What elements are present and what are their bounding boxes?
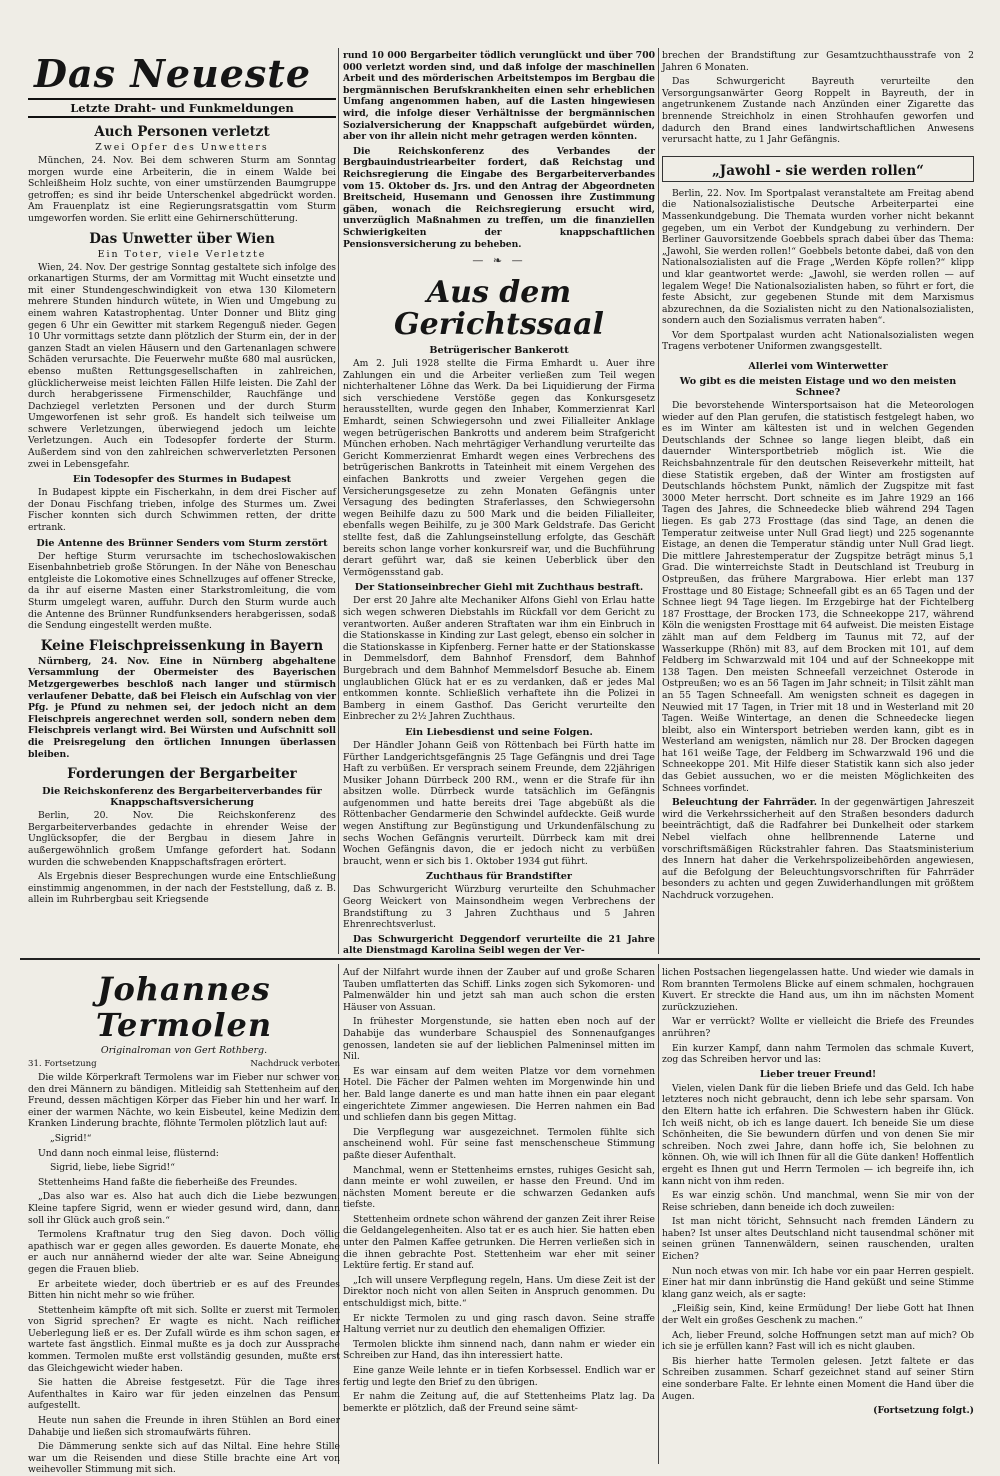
article-title: Keine Fleischpreissenkung in Bayern bbox=[40, 637, 324, 654]
novel-paragraph: Eine ganze Weile lehnte er in tiefen Korbsessel. Endlich war er fertig und legte den Brief zu den übrigen. bbox=[343, 1365, 655, 1388]
article-title: Ein Todesopfer des Sturmes in Budapest bbox=[72, 474, 292, 486]
novel-paragraph: Ach, lieber Freund, solche Hoffnungen setzt man auf mich? Ob ich sie je erfüllen kann? Fast will ich es nicht glauben. bbox=[662, 1329, 974, 1353]
article-subtitle: Wo gibt es die meisten Eistage und wo den meisten Schnee? bbox=[679, 376, 957, 399]
article-title: Auch Personen verletzt bbox=[94, 124, 270, 140]
article-text: Vor dem Sportpalast wurden acht Nationalsozialisten wegen Tragens verbotener Uniformen zwangsgestellt. bbox=[662, 329, 974, 353]
novel-paragraph: Heute nun sahen die Freunde in ihren Stühlen an Bord einer Dahabije und ließen sich stromaufwärts führen. bbox=[28, 1415, 340, 1438]
article-text: Am 2. Juli 1928 stellte die Firma Emhardt u. Auer ihre Zahlungen ein und die Arbeiter verließen zum Teil wegen nichterhaltener Löhne das Werk. Da bei Liquidierung der Firma sich verschiedene Verstöße gegen das Konkursgesetz herausstellten, wurde gegen den Inhaber, Kommerzienrat Karl Emhardt, seinen Schwiegersohn und zwei Filialleiter Anklage wegen betrügerischen Bankrotts und anderem beim Strafgericht München erhoben. Nach mehrtägiger Verhandlung verurteilte das Gericht Kommerzienrat Emhardt wegen eines Verbrechens des betrügerischen Bankrotts in Tateinheit mit einem Vergehen des einfachen Bankrotts und zweier Vergehen gegen die Versicherungsgesetze zu zehn Monaten Gefängnis unter Versagung des bedingten Straferlasses, den Schwiegersohn wegen Beihilfe dazu zu 500 Mark und die beiden Filialleiter, ebenfalls wegen Beihilfe, zu je 300 Mark Geldstrafe. Das Gericht stellte fest, daß die Zahlungseinstellung erfolgte, das Geschäft bereits schon lange vorher konkursreif war, und die Buchführung derart geführt war, daß sie keinen Ueberblick über den Vermögensstand gab. bbox=[343, 358, 655, 578]
novel-column-1 bbox=[28, 967, 340, 1476]
section-title: Aus dem Gerichtssaal bbox=[394, 275, 604, 343]
novel-paragraph: Ein kurzer Kampf, dann nahm Termolen das schmale Kuvert, zog das Schreiben hervor und las: bbox=[662, 1042, 974, 1066]
article-title: „Jawohl - sie werden rollen“ bbox=[712, 162, 924, 179]
news-column-3 bbox=[662, 50, 974, 952]
column-divider bbox=[658, 964, 659, 1464]
article-text: München, 24. Nov. Bei dem schweren Sturm am Sonntag morgen wurde eine Arbeiterin, die in einem Walde bei Schleißheim Holz suchte, von einer umstürzenden Baumgruppe getroffen; es sind ihr beide Unterschenkel abgedrückt worden. Am Frauenplatz ist eine Regierungsratsgattin vom Sturm umgeworfen worden. Sie erlitt eine Gehirnerschütterung. bbox=[28, 155, 336, 224]
novel-column-2 bbox=[343, 967, 655, 1462]
article-text: brechen der Brandstiftung zur Gesamtzuchthausstrafe von 2 Jahren 6 Monaten. bbox=[662, 50, 974, 73]
novel-paragraph: Er nahm die Zeitung auf, die auf Stettenheims Platz lag. Da bemerkte er plötzlich, daß der Freund seine sämt- bbox=[343, 1391, 655, 1414]
article-text: Als Ergebnis dieser Besprechungen wurde eine Entschließung einstimmig angenommen, in der nach der Feststellung, daß z. B. allein im Ruhrbergbau seit Kriegsende bbox=[28, 871, 336, 906]
novel-paragraph: Die Verpflegung war ausgezeichnet. Termolen fühlte sich anscheinend wohl. Für seine fast menschenscheue Stimmung paßte dieser Aufenthalt. bbox=[343, 1126, 655, 1161]
article-text: Das Schwurgericht Bayreuth verurteilte den Versorgungsanwärter Georg Roppelt in Bayreuth, der in angetrunkenem Zustande nach Anzünden einer Zigarette das brennende Streichholz in einen Strohhaufen geworfen und dadurch den Brand eines landwirtschaftlichen Anwesens verursacht hatte, zu 1 Jahr Gefängnis. bbox=[662, 76, 974, 146]
article-subtitle: Ein Toter, viele Verletzte bbox=[97, 248, 267, 260]
masthead: Das Neueste bbox=[34, 51, 312, 96]
novel-paragraph: Stettenheims Hand faßte die fieberheiße des Freundes. bbox=[38, 1176, 298, 1188]
novel-paragraph: Bis hierher hatte Termolen gelesen. Jetzt faltete er das Schreiben zusammen. Scharf gezeichnet stand auf seiner Stirn eine sonderbare Falte. Er lehnte einen Moment die Hand über die Augen. bbox=[662, 1355, 974, 1402]
article-text: Der Händler Johann Geiß von Röttenbach bei Fürth hatte im Fürther Landgerichtsgefängnis 25 Tage Gefängnis und drei Tage Haft zu verbüßen. Er versprach seinem Freunde, dem 22jährigen Musiker Johann Dürrbeck 200 RM., wenn er die Strafe für ihn absitzen wolle. Dürrbeck wurde tatsächlich im Gefängnis aufgenommen und hatte bereits drei Tage abgebüßt als die Röttenbacher Gendarmerie den Schwindel aufdeckte. Geiß wurde wegen Anstiftung zur Begünstigung und Urkundenfälschung zu sechs Wochen Gefängnis verurteilt. Dürrbeck kam mit drei Wochen Gefängnis davon, die er jedoch nicht zu verbüßen braucht, wenn er sich bis 1. Oktober 1934 gut führt. bbox=[343, 739, 655, 867]
copyright-notice: Nachdruck verboten bbox=[250, 1059, 340, 1069]
installment-number: 31. Fortsetzung bbox=[28, 1059, 97, 1069]
article-text: Berlin, 22. Nov. Im Sportpalast veranstaltete am Freitag abend die Nationalsozialistische Deutsche Arbeiterpartei eine Massenkundgebung. Die Themata wurden vorher nicht bekannt gegeben, um ein Verbot der Kundgebung zu verhindern. Der Berliner Gauvorsitzende Goebbels sprach dabei über das Thema: „Jawohl, Sie werden rollen!“ Goebbels betonte dabei, daß von den Nationalsozialisten auf die Frage „Werden Köpfe rollen?“ klipp und klar geantwortet werde: „Jawohl, sie werden rollen — auf legalem Wege! Die Nationalsozialisten haben, so führt er fort, die feste Absicht, zur gegebenen Stunde mit dem Marxismus abzurechnen, da die Sozialisten nicht zu den Nationalsozialisten, sondern auch den Sozialismus verraten haben“. bbox=[662, 187, 974, 327]
article-title: Beleuchtung der Fahrräder. bbox=[672, 797, 817, 809]
article-text: Wien, 24. Nov. Der gestrige Sonntag gestaltete sich infolge des orkanartigen Sturms, der am Vormittag mit Wucht einsetzte und mit einer Stundengeschwindigkeit von etwa 130 Kilometern mehrere Stunden hindurch wütete, in Wien und Umgebung zu einem wahren Katastrophentag. Unter Donner und Blitz ging gegen 6 Uhr ein Gewitter mit starkem Regenguß nieder. Gegen 10 Uhr vormittags setzte dann plötzlich der Sturm ein, der in der ganzen Stadt an vielen Häusern und den Gartenanlagen schwere Schäden verursachte. Die Feuerwehr mußte 680 mal ausrücken, ebenso mußten Rettungsgesellschaften in zahlreichen, glücklicherweise meist leichten Fällen Hilfe leisten. Die Zahl der durch herabgerissene Firmenschilder, Rauchfänge und Dachziegel verletzten Personen und der durch Sturm Umgeworfenen ist sehr groß. Es handelt sich teilweise um schwere Verletzungen, überwiegend jedoch um leichte Verletzungen. Auch ein Todesopfer forderte der Sturm. Außerdem sind von den zahlreichen schwerverletzten Personen zwei in Lebensgefahr. bbox=[28, 261, 336, 470]
novel-paragraph: Und dann noch einmal leise, flüsternd: bbox=[38, 1147, 219, 1159]
article-text: Die Reichskonferenz des Verbandes der Bergbauindustriearbeiter fordert, daß Reichstag und Reichsregierung die Eingabe des Bergarbeiterverbandes vom 15. Oktober ds. Jrs. und den Antrag der Abgeordneten Breitscheid, Husemann und Genossen ihre Zustimmung gäben, wonach die Reichsregierung ersucht wird, unverzüglich Maßnahmen zu treffen, um die finanziellen Schwierigkeiten der knappschaftlichen Pensionsversicherung zu beheben. bbox=[343, 145, 655, 250]
article-text: In der gegenwärtigen Jahreszeit wird die Verkehrssicherheit auf den Straßen besonders dadurch beeinträchtigt, daß die Radfahrer bei Dunkelheit oder starkem Nebel vielfach ohne hellbrennende Laterne und vorschriftsmäßigen Rückstrahler fahren. Das Staatsministerium des Innern hat daher die Verkehrspolizeibehörden angewiesen, auf die Befolgung der Beleuchtungsvorschriften für Fahrräder besonders zu achten und gegen Zuwiderhandlungen mit größtem Nachdruck vorzugehen. bbox=[662, 797, 975, 901]
article-title: Die Antenne des Brünner Senders vom Sturm zerstört bbox=[36, 537, 328, 549]
novel-paragraph: „Sigrid!“ bbox=[50, 1132, 92, 1144]
novel-paragraph: In frühester Morgenstunde, sie hatten eben noch auf der Dahabije das wunderbare Schauspiel des Sonnenaufganges genossen, landeten sie auf der lieblichen Palmeninsel mitten im Nil. bbox=[343, 1016, 655, 1063]
novel-paragraph: Auf der Nilfahrt wurde ihnen der Zauber auf und große Scharen Tauben umflatterten das Schiff. Links zogen sich Sykomoren- und Palmenwälder hin und jetzt sah man auch schon die ersten Häuser von Assuan. bbox=[343, 967, 655, 1013]
news-column-2 bbox=[343, 50, 655, 957]
article-text: Der erst 20 Jahre alte Mechaniker Alfons Giehl von Erlau hatte sich wegen schweren Diebstahls im Rückfall vor dem Gericht zu verantworten. Außer anderen Straftaten war ihm ein Einbruch in die Stationskasse in Kinding zur Last gelegt, ebenso ein solcher in die Stationskasse in Kipfenberg. Ferner hatte er der Stationskasse in Demmelsdorf, dem Bahnhof Frensdorf, dem Bahnhof Burgebrach und dem Bahnhof Memmelsdorf Besuche ab. Einem unglaublichen Glück hat er es zu verdanken, daß er jedes Mal entkommen konnte. Schließlich verhaftete ihn die Polizei in Bamberg in einem Gasthof. Das Gericht verurteilte den Einbrecher zu 2½ Jahren Zuchthaus. bbox=[343, 595, 655, 723]
article-paragraph bbox=[662, 797, 974, 901]
installment-row bbox=[28, 1059, 340, 1069]
novel-paragraph: Termolen blickte ihm sinnend nach, dann nahm er wieder ein Schreiben zur Hand, das ihn interessiert hatte. bbox=[343, 1338, 655, 1362]
ornament-divider: — ❧ — bbox=[472, 254, 526, 268]
news-column-1 bbox=[28, 50, 336, 952]
novel-byline: Originalroman von Gert Rothberg. bbox=[100, 1045, 268, 1056]
article-text: Nürnberg, 24. Nov. Eine in Nürnberg abgehaltene Versammlung der Obermeister des Bayerischen Metzgergewerbes beschloß nach langer und stürmisch verlaufener Debatte, daß bei Fleisch ein Aufschlag von vier Pfg. je Pfund zu nehmen sei, der jedoch nicht an dem Fleischpreis angerechnet werden soll, sondern neben dem Fleischpreis verlangt wird. Bei Würsten und Aufschnitt soll die Preisregelung den örtlichen Innungen überlassen bleiben. bbox=[28, 655, 336, 760]
letter-salutation: Lieber treuer Freund! bbox=[759, 1068, 877, 1080]
novel-paragraph: War er verrückt? Wollte er vielleicht die Briefe des Freundes anrühren? bbox=[662, 1016, 974, 1039]
novel-paragraph: Er arbeitete wieder, doch übertrieb er es auf des Freundes Bitten hin nicht mehr so wie früher. bbox=[28, 1278, 340, 1302]
article-text: Die bevorstehende Wintersportsaison hat die Meteorologen wieder auf den Plan gerufen, die statistisch festgelegt haben, wo es im Winter am kältesten ist und in welchen Gegenden Deutschlands der Schnee so lange liegen bleibt, daß ein dauernder Wintersportbetrieb möglich ist. Wie die Reichsbahnzentrale für den deutschen Reiseverkehr mitteilt, hat diese Statistik ergeben, daß der Winter am frostigsten auf Deutschlands höchstem Punkt, nämlich der Zugspitze mit fast 3000 Meter herrscht. Dort schneite es im Jahre 1929 an 166 Tagen des Jahres, die Schneedecke blieb während 294 Tagen liegen. Es gab 273 Frosttage (das sind Tage, an denen die Temperatur zeitweise unter Null Grad liegt) und 225 sogenannte Eistage, an denen die Temperatur ständig unter Null Grad liegt. Die mittlere Jahrestemperatur der Zugspitze beträgt minus 5,1 Grad. Die winterreichste Stadt in Deutschland ist Treuburg in Ostpreußen, das frühere Margrabowa. Hier erlebt man 137 Frosttage und 80 Eistage; Schneefall gibt es an 65 Tagen und der Schnee liegt 94 Tage liegen. Im Erzgebirge hat der Fichtelberg 187 Frosttage, der Brocken 173, die Schneekoppe 217, während Köln die wenigsten Frosttage mit 64 aufweist. Die meisten Eistage zählt man auf dem Feldberg im Taunus mit 72, auf der Wasserkuppe (Rhön) mit 83, auf dem Brocken mit 101, auf dem Feldberg im Schwarzwald mit 104 und auf der Schneekoppe mit 138 Tagen. Den meisten Schneefall verzeichnet Osterode in Ostpreußen; wo es an 56 Tagen im Jahr schneit; in Tilsit zählt man an 55 Tagen Schneefall. Am wenigsten schneit es dagegen in Neuwied mit 17 Tagen, in Trier mit 18 und in Westerland mit 20 Tagen. Weiße Wintertage, an denen die Schneedecke liegen bleibt, also ein Wintersport betrieben werden kann, gibt es in Westerland am wenigsten, nämlich nur 28. Der Brocken dagegen hat 161 weiße Tage, der Feldberg im Schwarzwald 196 und die Schneekoppe 201. Mit Hilfe dieser Statistik kann sich also jeder das Gebiet aussuchen, wo er die meisten Möglichkeiten des Schnees vorfindet. bbox=[662, 400, 974, 794]
article-text: Der heftige Sturm verursachte im tschechoslowakischen Eisenbahnbetrieb große Störungen. In der Nähe von Beneschau entgleiste die Lokomotive eines Schnellzuges auf offener Strecke, da ihr auf eiserne Masten einer Starkstromleitung, die vom Sturm umgelegt waren, auffuhr. Durch den Sturm wurde auch die Antenne des Brünner Rundfunksenders herabgerissen, sodaß die Sendung eingestellt werden mußte. bbox=[28, 550, 336, 632]
novel-paragraph: Stettenheim ordnete schon während der ganzen Zeit ihrer Reise die Geldangelegenheiten. Also tat er es auch hier. Sie hatten eben unter den Palmen Kaffee getrunken. Die Herren verließen sich in die ihnen gebrachte Post. Stettenheim war eher mit seiner Lektüre fertig. Er stand auf. bbox=[343, 1213, 655, 1272]
article-title: Allerlei vom Winterwetter bbox=[748, 361, 888, 373]
article-title: Forderungen der Bergarbeiter bbox=[67, 766, 297, 783]
novel-paragraph: „Fleißig sein, Kind, keine Ermüdung! Der liebe Gott hat Ihnen der Welt ein großes Geschenk zu machen.“ bbox=[662, 1303, 974, 1327]
article-box bbox=[662, 156, 974, 182]
novel-paragraph: „Ich will unsere Verpflegung regeln, Hans. Um diese Zeit ist der Direktor noch nicht von allen Seiten in Anspruch genommen. Du entschuldigst mich, bitte.“ bbox=[343, 1274, 655, 1310]
novel-title: Johannes Termolen bbox=[95, 970, 273, 1044]
article-title: Der Stationseinbrecher Giehl mit Zuchthaus bestraft. bbox=[354, 582, 644, 594]
article-title: Das Unwetter über Wien bbox=[89, 230, 275, 247]
novel-paragraph: lichen Postsachen liegengelassen hatte. Und wieder wie damals in Rom brannten Termolens Blicke auf einem schmalen, hochgrauen Kuvert. Er streckte die Hand aus, um ihn im nächsten Moment zurückzuziehen. bbox=[662, 967, 974, 1013]
continuation-note: (Fortsetzung folgt.) bbox=[873, 1405, 974, 1417]
novel-paragraph: Sie hatten die Abreise festgesetzt. Für die Tage ihres Aufenthaltes in Kairo war für jeden einzelnen das Pensum aufgestellt. bbox=[28, 1377, 340, 1412]
novel-paragraph: Vielen, vielen Dank für die lieben Briefe und das Geld. Ich habe letzteres noch nicht gebraucht, denn ich lebe sehr sparsam. Von den Eltern hatte ich erfahren. Die Schwestern haben ihr Glück. Ich weiß nicht, ob ich es lange dauert. Ich beneide Sie um diese Schönheiten, die Sie bewundern dürfen und von denen Sie mir schreiben. Noch zwei Jahre, dann hoffe ich, Sie belohnen zu können. Oh, wie will ich Ihnen für all die Güte danken! Hoffentlich ergeht es Ihnen gut und Herrn Termolen — ich begreife ihn, ich kann nicht von ihm reden. bbox=[662, 1082, 974, 1187]
article-text: Berlin, 20. Nov. Die Reichskonferenz des Bergarbeiterverbandes gedachte in ehrender Weise der Unglücksopfer, die der Bergbau in diesem Jahre in außergewöhnlich großem Umfange gefordert hat. Sodann wurden die schwebenden Knappschaftsfragen erörtert. bbox=[28, 810, 336, 868]
novel-paragraph: Es war einzig schön. Und manchmal, wenn Sie mir von der Reise schrieben, dann beneide ich doch zuweilen: bbox=[662, 1190, 974, 1213]
section-divider bbox=[20, 958, 980, 960]
article-text: rund 10 000 Bergarbeiter tödlich verunglückt und über 700 000 verletzt worden sind, und daß infolge der maschinellen Arbeit und des mörderischen Arbeitstempos im Bergbau die bergmännischen Berufskrankheiten einen sehr erheblichen Umfang angenommen haben, auf die Lasten hingewiesen wird, die infolge dieser Verhältnisse der bergmännischen Sozialversicherung der Knappschaft aufgebürdet würden, aber von ihr allein nicht mehr getragen werden könnten. bbox=[343, 50, 655, 143]
article-text: Das Schwurgericht Deggendorf verurteilte die 21 Jahre alte Dienstmagd Karolina Seibl wegen der Ver- bbox=[343, 933, 655, 957]
column-divider bbox=[658, 48, 659, 954]
masthead-subtitle: Letzte Draht- und Funkmeldungen bbox=[28, 98, 336, 118]
novel-paragraph: Er nickte Termolen zu und ging rasch davon. Seine straffe Haltung verriet nur zu deutlich den ehemaligen Offizier. bbox=[343, 1312, 655, 1336]
novel-paragraph: Es war einsam auf dem weiten Platze vor dem vornehmen Hotel. Die Fächer der Palmen wehten im Morgenwinde hin und her. Bald lange danerte es und man hatte ihnen ein paar elegant eingerichtete Zimmer angewiesen. Die Herren nahmen ein Bad und schliefen dann bis gegen Mittag. bbox=[343, 1065, 655, 1124]
novel-paragraph: Stettenheim kämpfte oft mit sich. Sollte er zuerst mit Termolen von Sigrid sprechen? Er wagte es nicht. Nach reiflicher Ueberlegung ließ er es. Der Zufall würde es ihm schon sagen, er wartete fast ängstlich. Einmal mußte es ja doch zur Aussprache kommen. Termolen mußte erst vollständig gesunden, mußte erst das Gleichgewicht wieder haben. bbox=[28, 1304, 340, 1374]
novel-paragraph: Manchmal, wenn er Stettenheims ernstes, ruhiges Gesicht sah, dann meinte er wohl zuweilen, er hasse den Freund. Und im nächsten Moment bereute er die schwarzen Gedanken aufs tiefste. bbox=[343, 1164, 655, 1211]
novel-paragraph: Die wilde Körperkraft Termolens war im Fieber nur schwer von den drei Männern zu bändigen. Mitleidig sah Stettenheim auf den Freund, dessen mächtigen Körper das Fieber hin und her warf. In einer der warmen Nächte, wo kein Eisbeutel, keine Medizin dem Kranken Linderung brachte, flöhnte Termolen plötzlich laut auf: bbox=[28, 1072, 340, 1130]
article-title: Betrügerischer Bankerott bbox=[429, 345, 569, 357]
novel-paragraph: Nun noch etwas von mir. Ich habe vor ein paar Herren gespielt. Einer hat mir dann inbrünstig die Hand geküßt und seine Stimme klang ganz weich, als er sagte: bbox=[662, 1265, 974, 1300]
column-divider bbox=[338, 48, 339, 954]
article-title: Ein Liebesdienst und seine Folgen. bbox=[405, 726, 593, 738]
article-subtitle: Zwei Opfer des Unwetters bbox=[95, 142, 269, 153]
article-text: In Budapest kippte ein Fischerkahn, in dem drei Fischer auf der Donau Fischfang trieben, infolge des Sturmes um. Zwei Fischer konnten sich durch Schwimmen retten, der dritte ertrank. bbox=[28, 487, 336, 534]
novel-paragraph: Ist man nicht töricht, Sehnsucht nach fremden Ländern zu haben? Ist unser altes Deutschland nicht tausendmal schöner mit seinen grünen Tannenwäldern, seinen rauschenden, uralten Eichen? bbox=[662, 1216, 974, 1263]
article-title: Zuchthaus für Brandstifter bbox=[426, 871, 572, 883]
article-text: Das Schwurgericht Würzburg verurteilte den Schuhmacher Georg Weickert von Mainsondheim wegen Verbrechens der Brandstiftung zu 3 Jahren Zuchthaus und 5 Jahren Ehrenrechtsverlust. bbox=[343, 884, 655, 931]
novel-paragraph: Termolens Kraftnatur trug den Sieg davon. Doch völlig apathisch war er gegen alles geworden. Es dauerte Monate, ehe er auch nur annähernd wieder der alte war. Seine Abneigung gegen die Frauen blieb. bbox=[28, 1229, 340, 1275]
novel-column-3 bbox=[662, 967, 974, 1462]
novel-paragraph: Sigrid, liebe, liebe Sigrid!“ bbox=[50, 1162, 175, 1174]
novel-paragraph: Die Dämmerung senkte sich auf das Niltal. Eine hehre Stille war um die Reisenden und diese Stille brachte eine Art von weihevoller Stimmung mit sich. bbox=[28, 1441, 340, 1476]
article-subtitle: Die Reichskonferenz des Bergarbeiterverbandes für Knappschaftsversicherung bbox=[42, 786, 322, 809]
novel-paragraph: „Das also war es. Also hat auch dich die Liebe bezwungen. Kleine tapfere Sigrid, wenn er wieder gesund wird, dann, dann soll ihr Glück auch groß sein.“ bbox=[28, 1191, 340, 1226]
